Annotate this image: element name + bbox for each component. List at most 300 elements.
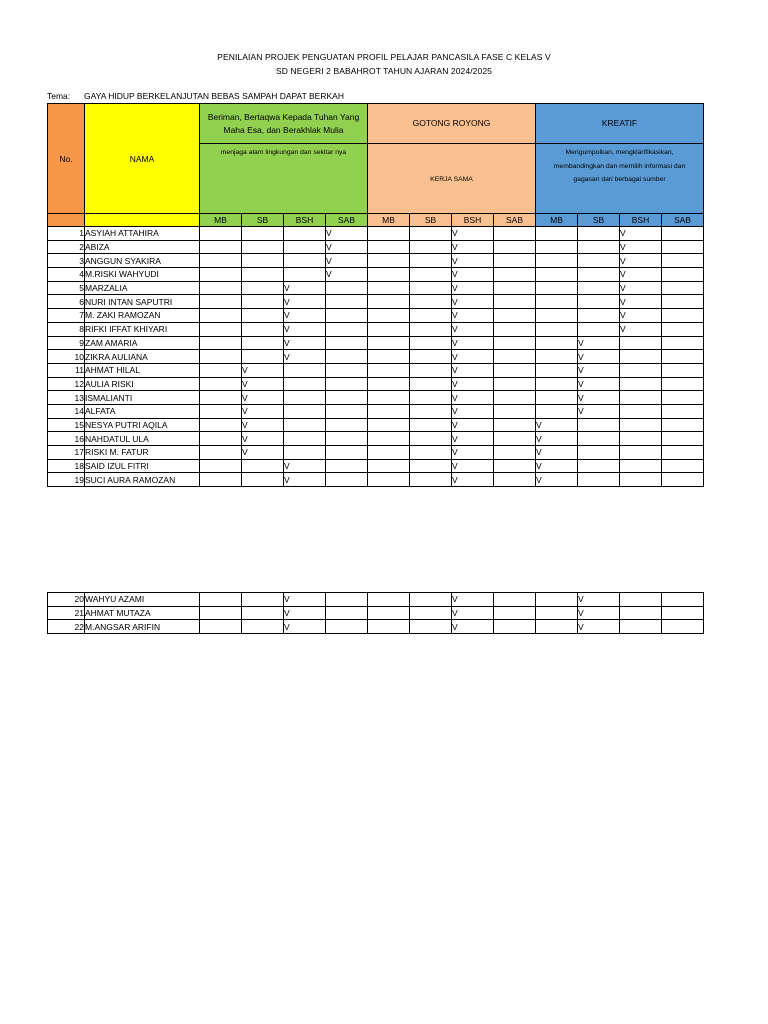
student-name: NESYA PUTRI AQILA [85,418,200,432]
score-cell [326,606,368,620]
score-cell [536,322,578,336]
score-cell [494,268,536,282]
score-cell [494,322,536,336]
score-mark: V [242,363,284,377]
score-mark: V [284,322,326,336]
score-cell [662,377,704,391]
student-name: SAID IZUL FITRI [85,459,200,473]
header-group-kreatif: KREATIF [536,104,704,144]
student-name: ISMALIANTI [85,391,200,405]
score-cell [368,336,410,350]
score-mark: V [242,391,284,405]
score-mark: V [536,432,578,446]
score-mark: V [578,593,620,607]
score-mark: V [452,473,494,487]
score-cell [536,593,578,607]
score-cell [410,281,452,295]
score-mark: V [242,377,284,391]
score-mark: V [536,473,578,487]
student-name: RIFKI IFFAT KHIYARI [85,322,200,336]
score-cell [200,418,242,432]
table-row [48,350,704,364]
score-mark: V [452,295,494,309]
score-cell [368,268,410,282]
tema-label: Tema: [47,91,71,101]
score-cell [368,322,410,336]
score-cell [578,295,620,309]
table-row [48,227,704,241]
score-cell [578,268,620,282]
score-cell [326,391,368,405]
score-cell [536,309,578,323]
score-cell [200,322,242,336]
score-cell [284,418,326,432]
score-mark: V [578,363,620,377]
score-cell [620,336,662,350]
score-cell [662,404,704,418]
score-cell [242,227,284,241]
row-number: 14 [48,404,85,418]
score-mark: V [620,227,662,241]
score-cell [536,336,578,350]
score-cell [200,240,242,254]
table-row [48,363,704,377]
score-cell [410,227,452,241]
score-cell [284,377,326,391]
score-mark: V [536,446,578,460]
score-cell [200,336,242,350]
score-cell [326,363,368,377]
score-mark: V [578,606,620,620]
score-mark: V [452,268,494,282]
score-cell [242,322,284,336]
score-cell [578,473,620,487]
student-name: M. ZAKI RAMOZAN [85,309,200,323]
table-row [48,377,704,391]
score-mark: V [578,336,620,350]
score-cell [410,391,452,405]
student-name: M.RISKI WAHYUDI [85,268,200,282]
row-number: 10 [48,350,85,364]
row-number: 15 [48,418,85,432]
score-cell [200,295,242,309]
table-row [48,418,704,432]
score-cell [410,404,452,418]
score-cell [620,363,662,377]
score-cell [662,268,704,282]
score-cell [410,473,452,487]
score-cell [200,473,242,487]
score-cell [536,363,578,377]
score-cell [578,459,620,473]
score-cell [662,593,704,607]
row-number: 4 [48,268,85,282]
level-header-gotong-royong-bsh: BSH [452,214,494,227]
score-cell [662,432,704,446]
score-cell [410,268,452,282]
table-row [48,309,704,323]
score-cell [200,432,242,446]
score-cell [578,309,620,323]
score-cell [662,363,704,377]
score-mark: V [284,593,326,607]
score-cell [494,309,536,323]
score-cell [620,350,662,364]
row-number: 16 [48,432,85,446]
score-cell [368,295,410,309]
score-mark: V [242,432,284,446]
score-mark: V [452,350,494,364]
score-mark: V [452,363,494,377]
score-cell [494,350,536,364]
score-cell [200,606,242,620]
student-name: NURI INTAN SAPUTRI [85,295,200,309]
score-cell [494,432,536,446]
student-name: MARZALIA [85,281,200,295]
score-cell [494,418,536,432]
score-cell [662,336,704,350]
level-header-kreatif-sab: SAB [662,214,704,227]
score-cell [662,309,704,323]
row-number: 3 [48,254,85,268]
score-mark: V [452,620,494,634]
score-cell [662,391,704,405]
score-cell [284,404,326,418]
score-mark: V [284,281,326,295]
header-nama: NAMA [85,104,200,214]
score-cell [410,322,452,336]
table-row [48,281,704,295]
score-cell [620,404,662,418]
score-cell [284,432,326,446]
score-mark: V [326,268,368,282]
score-cell [620,446,662,460]
score-mark: V [326,227,368,241]
row-number: 17 [48,446,85,460]
score-cell [284,363,326,377]
score-mark: V [578,350,620,364]
score-cell [368,350,410,364]
header-sub-gotong-royong: KERJA SAMA [368,144,536,214]
student-name: ZIKRA AULIANA [85,350,200,364]
score-cell [200,268,242,282]
score-cell [662,606,704,620]
table-row [48,446,704,460]
score-cell [242,268,284,282]
score-cell [326,309,368,323]
score-cell [326,350,368,364]
table-row [48,391,704,405]
score-mark: V [242,404,284,418]
score-cell [284,254,326,268]
level-header-row [48,214,704,227]
score-cell [200,281,242,295]
score-cell [494,446,536,460]
score-cell [326,418,368,432]
score-cell [368,404,410,418]
score-mark: V [242,418,284,432]
score-mark: V [284,350,326,364]
score-cell [536,268,578,282]
score-mark: V [452,309,494,323]
row-number: 7 [48,309,85,323]
score-mark: V [452,418,494,432]
score-mark: V [284,336,326,350]
score-mark: V [452,459,494,473]
score-cell [662,620,704,634]
student-name: AHMAT HILAL [85,363,200,377]
score-cell [494,391,536,405]
score-cell [368,593,410,607]
score-cell [410,446,452,460]
table-row [48,459,704,473]
score-cell [242,606,284,620]
score-mark: V [620,322,662,336]
score-mark: V [284,295,326,309]
score-cell [620,377,662,391]
score-mark: V [452,377,494,391]
score-mark: V [578,620,620,634]
score-cell [368,473,410,487]
score-cell [494,606,536,620]
score-cell [326,281,368,295]
score-mark: V [452,432,494,446]
student-name: WAHYU AZAMI [85,593,200,607]
score-mark: V [284,309,326,323]
score-cell [662,281,704,295]
score-cell [410,295,452,309]
score-mark: V [326,254,368,268]
score-cell [494,240,536,254]
score-cell [662,254,704,268]
row-number: 22 [48,620,85,634]
score-cell [494,363,536,377]
score-mark: V [578,377,620,391]
header-group-beriman: Beriman, Bertaqwa Kepada Tuhan Yang Maha Esa, dan Berakhlak Mulia [200,104,368,144]
score-mark: V [578,404,620,418]
score-cell [536,404,578,418]
score-cell [326,295,368,309]
score-mark: V [326,240,368,254]
score-mark: V [452,391,494,405]
score-cell [368,377,410,391]
score-cell [620,432,662,446]
score-cell [410,363,452,377]
score-cell [578,281,620,295]
score-cell [536,620,578,634]
score-mark: V [452,404,494,418]
level-header-kreatif-sb: SB [578,214,620,227]
score-cell [662,459,704,473]
score-cell [200,391,242,405]
score-mark: V [284,459,326,473]
level-header-kreatif-bsh: BSH [620,214,662,227]
score-cell [200,404,242,418]
score-cell [494,281,536,295]
level-header-beriman-sab: SAB [326,214,368,227]
table-row [48,336,704,350]
score-cell [242,295,284,309]
score-cell [536,227,578,241]
score-mark: V [452,240,494,254]
score-mark: V [536,418,578,432]
score-mark: V [452,336,494,350]
score-cell [368,254,410,268]
score-cell [620,459,662,473]
row-number: 1 [48,227,85,241]
score-cell [536,350,578,364]
row-number: 6 [48,295,85,309]
score-cell [200,363,242,377]
score-cell [368,391,410,405]
score-cell [242,309,284,323]
score-cell [410,593,452,607]
score-cell [242,350,284,364]
page-subtitle: SD NEGERI 2 BABAHROT TAHUN AJARAN 2024/2025 [276,66,492,76]
score-cell [410,309,452,323]
score-cell [368,363,410,377]
score-cell [620,391,662,405]
score-cell [578,418,620,432]
header-group-gotong-royong: GOTONG ROYONG [368,104,536,144]
score-mark: V [452,593,494,607]
score-cell [662,240,704,254]
table-row [48,606,704,620]
score-mark: V [452,446,494,460]
score-cell [620,620,662,634]
score-cell [578,446,620,460]
score-cell [242,336,284,350]
student-name: ALFATA [85,404,200,418]
row-number: 12 [48,377,85,391]
score-cell [578,432,620,446]
score-cell [242,593,284,607]
score-cell [242,254,284,268]
score-mark: V [452,254,494,268]
score-cell [494,473,536,487]
score-cell [494,254,536,268]
student-name: ANGGUN SYAKIRA [85,254,200,268]
score-cell [326,593,368,607]
level-header-beriman-bsh: BSH [284,214,326,227]
score-cell [410,432,452,446]
score-cell [326,446,368,460]
score-cell [494,593,536,607]
level-header-gotong-royong-mb: MB [368,214,410,227]
score-cell [494,459,536,473]
tema-value: GAYA HIDUP BERKELANJUTAN BEBAS SAMPAH DAPAT BERKAH [84,91,344,101]
score-cell [536,281,578,295]
header-sub-beriman: menjaga alam lingkungan dan sekitar nya [200,144,368,214]
score-mark: V [242,446,284,460]
score-mark: V [536,459,578,473]
table-row [48,593,704,607]
table-row [48,254,704,268]
score-mark: V [620,268,662,282]
score-cell [662,473,704,487]
student-name: RISKI M. FATUR [85,446,200,460]
score-cell [200,620,242,634]
score-cell [410,620,452,634]
score-mark: V [284,473,326,487]
score-cell [410,350,452,364]
score-cell [536,240,578,254]
row-number: 5 [48,281,85,295]
level-header-beriman-sb: SB [242,214,284,227]
score-cell [578,240,620,254]
score-cell [662,295,704,309]
row-number: 8 [48,322,85,336]
score-cell [662,350,704,364]
score-mark: V [284,606,326,620]
score-cell [536,606,578,620]
score-cell [284,240,326,254]
score-cell [410,459,452,473]
level-header-kreatif-mb: MB [536,214,578,227]
score-cell [284,227,326,241]
row-number: 9 [48,336,85,350]
score-cell [662,227,704,241]
score-cell [326,620,368,634]
page-title: PENILAIAN PROJEK PENGUATAN PROFIL PELAJAR PANCASILA FASE C KELAS V [217,52,551,62]
score-cell [326,459,368,473]
row-number: 18 [48,459,85,473]
score-cell [536,377,578,391]
student-name: ABIZA [85,240,200,254]
level-header-gotong-royong-sb: SB [410,214,452,227]
score-cell [410,336,452,350]
score-cell [620,418,662,432]
table-row [48,404,704,418]
score-mark: V [452,227,494,241]
score-cell [578,227,620,241]
score-cell [368,620,410,634]
score-cell [536,391,578,405]
student-name: NAHDATUL ULA [85,432,200,446]
table-row [48,432,704,446]
level-header-beriman-mb: MB [200,214,242,227]
score-mark: V [620,240,662,254]
score-mark: V [452,322,494,336]
level-header-gotong-royong-sab: SAB [494,214,536,227]
score-cell [620,606,662,620]
score-cell [494,295,536,309]
score-cell [662,418,704,432]
score-cell [200,446,242,460]
score-cell [368,459,410,473]
score-cell [326,404,368,418]
row-number: 19 [48,473,85,487]
table-row [48,322,704,336]
row-number: 20 [48,593,85,607]
score-cell [620,473,662,487]
student-name: ZAM AMARIA [85,336,200,350]
score-cell [410,240,452,254]
score-cell [536,254,578,268]
score-cell [410,377,452,391]
assessment-table-continued [47,592,704,634]
score-cell [494,404,536,418]
score-cell [368,309,410,323]
score-cell [494,336,536,350]
score-cell [242,620,284,634]
score-cell [200,350,242,364]
table-row [48,295,704,309]
score-cell [326,377,368,391]
score-cell [368,446,410,460]
score-cell [662,322,704,336]
score-cell [200,254,242,268]
